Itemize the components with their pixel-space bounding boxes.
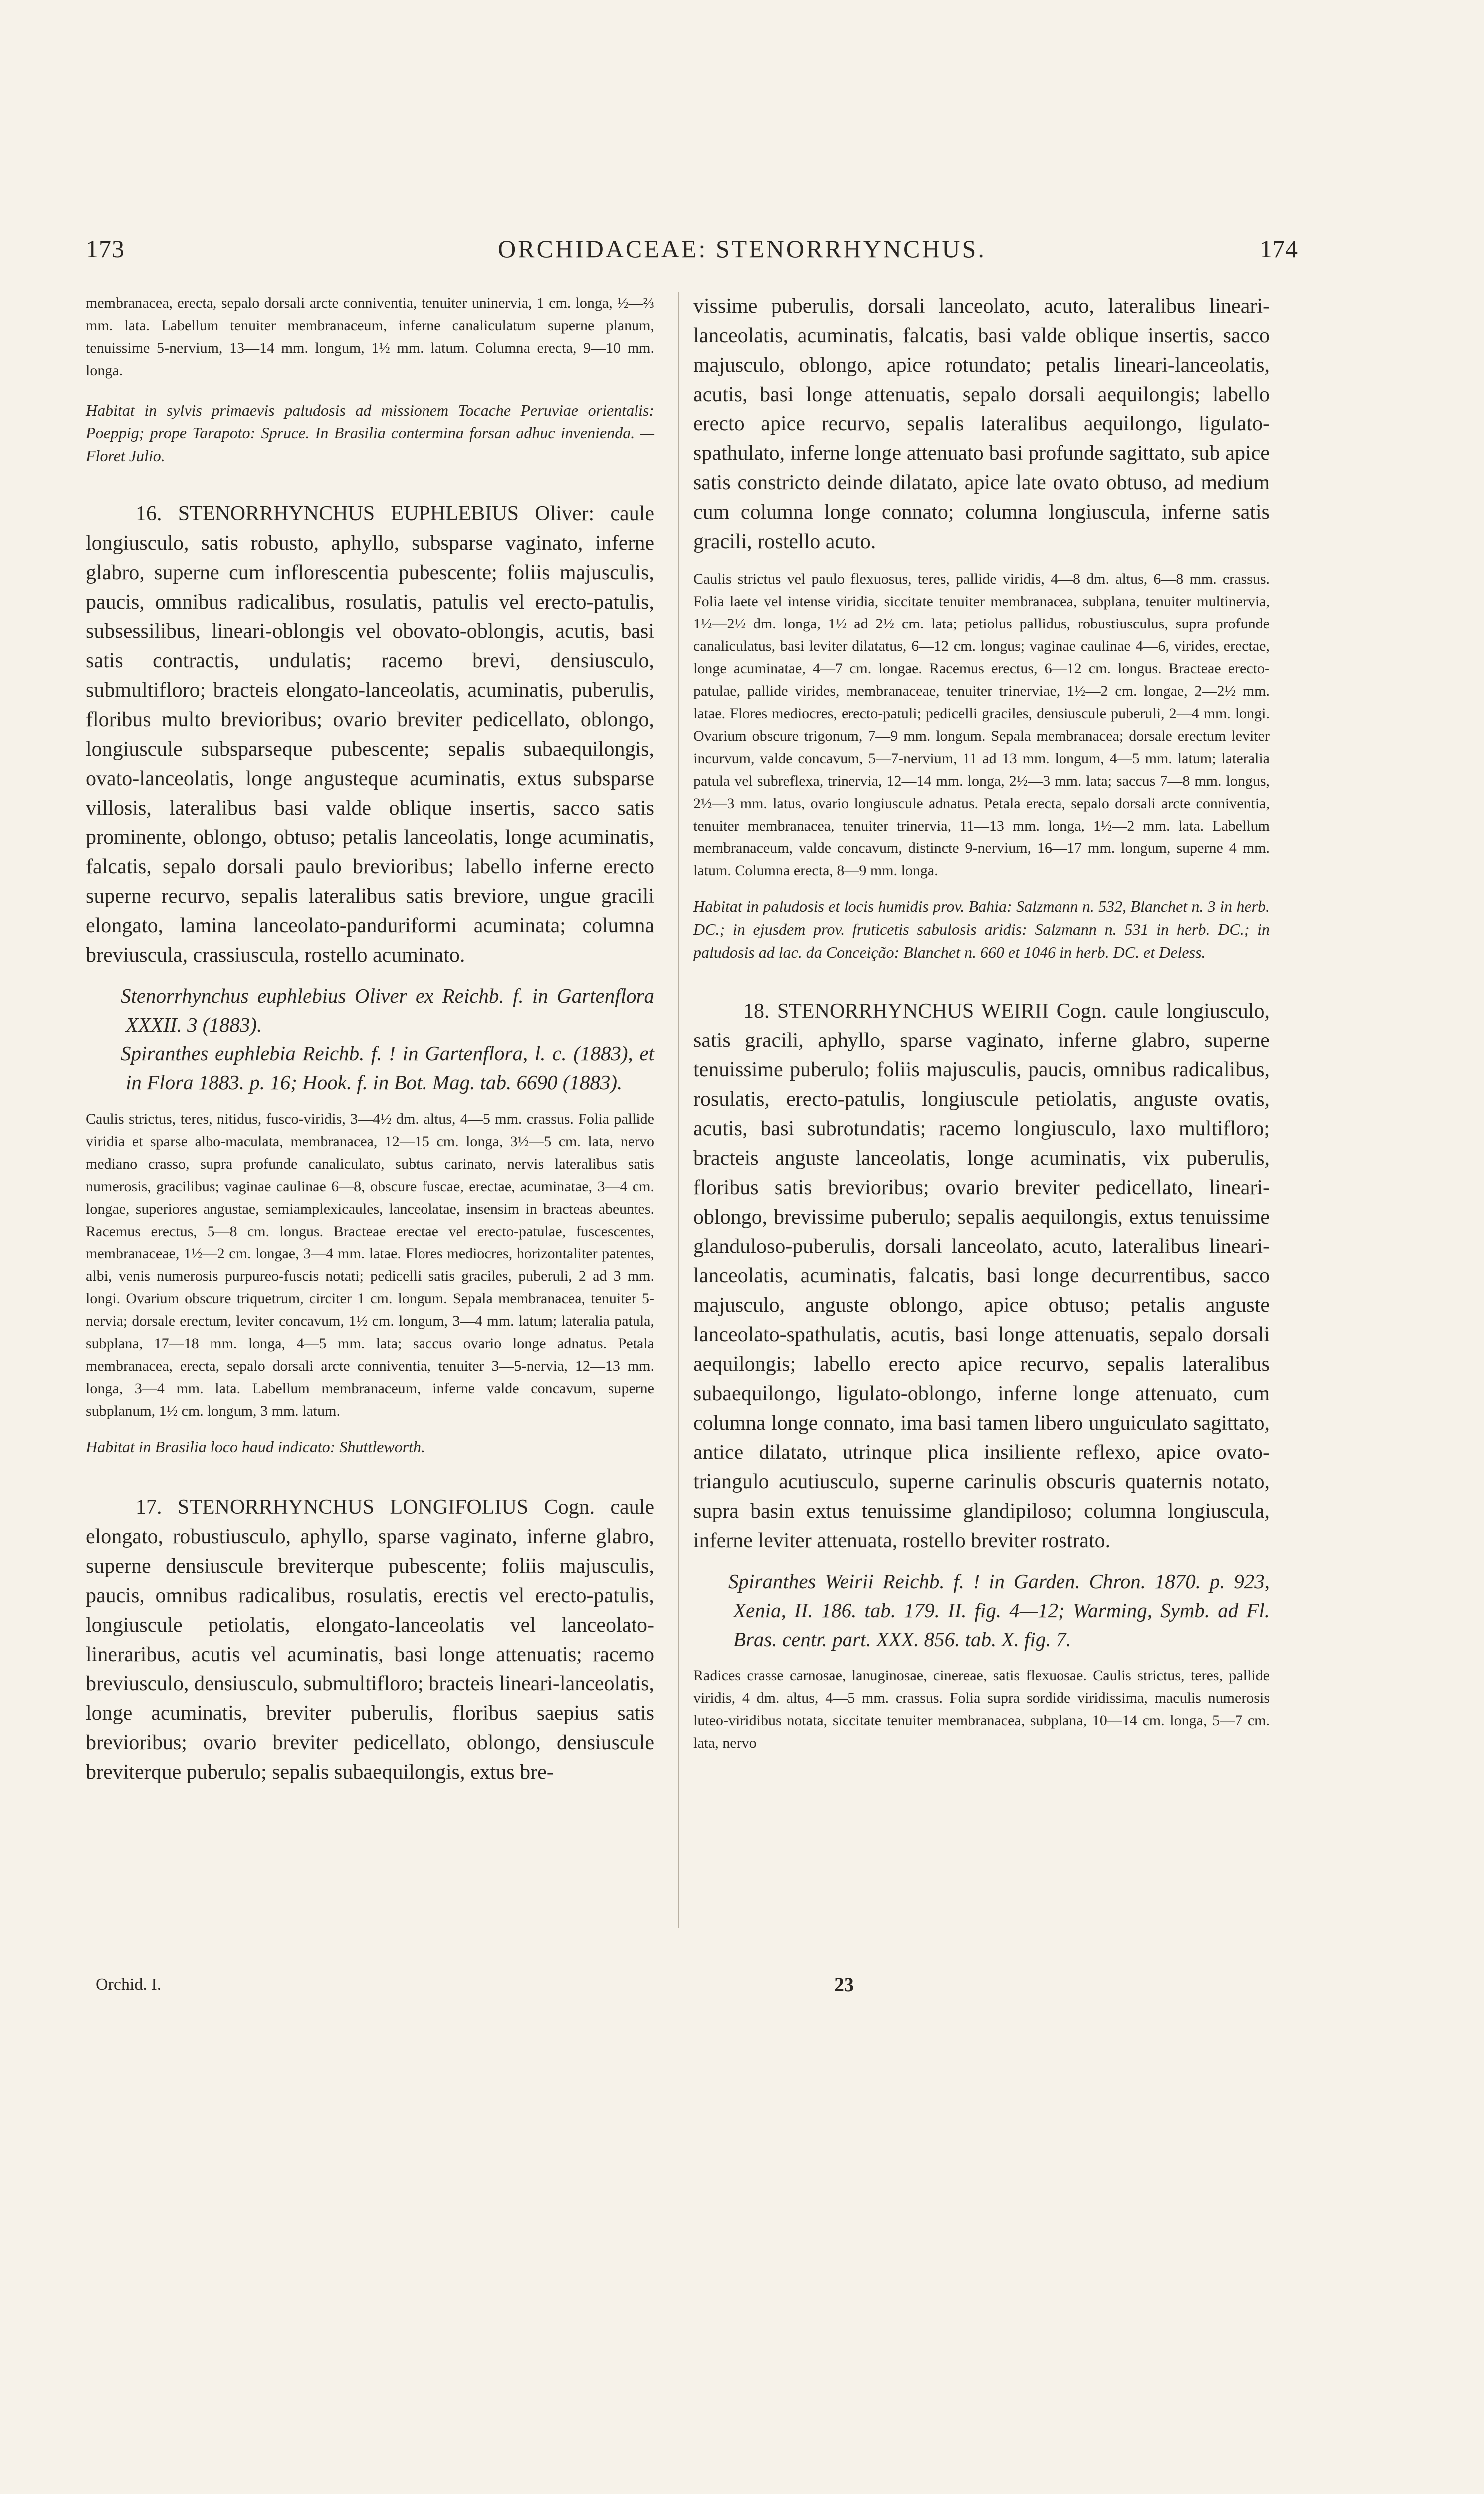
continued-description: membranacea, erecta, sepalo dorsali arcte conniventia, tenuiter uninervia, 1 cm. longa, ½—⅔ mm. lata. Labellum tenuiter membranaceum, inferne canaliculatum superne planum, tenuissime 5-nervium, 13—14 mm. longum, 1½ mm. latum. Columna erecta, 9—10 mm. longa.	[86, 295, 654, 379]
right-column	[693, 292, 1270, 1754]
species-16-citation-1: Stenorrhynchus euphlebius Oliver ex Reichb. f. in Gartenflora XXXII. 3 (1883).	[121, 984, 654, 1036]
species-17-heading: 17. STENORRHYNCHUS LONGIFOLIUS Cogn.	[136, 1496, 595, 1519]
species-17-habitat: Habitat in paludosis et locis humidis prov. Bahia: Salzmann n. 532, Blanchet n. 3 in herb. DC.; in ejusdem prov. fruticetis sabulosis aridis: Salzmann n. 531 in herb. DC.; in paludosis ad lac. da Conceição: Blanchet n. 660 et 1046 in herb. DC. et Deless.	[693, 897, 1270, 961]
species-17-diagnosis	[86, 1493, 654, 1787]
footer-volume: Orchid. I.	[96, 1975, 162, 1994]
species-17-latin: caule elongato, robustiusculo, aphyllo, sparse vaginato, inferne glabro, superne densiuscule breviterque pubescente; foliis majusculis, paucis, omnibus radicalibus, rosulatis, erectis vel erecto-patulis, longiuscule petiolatis, elongato-lanceolatis vel lanceolato-lineraribus, acutis vel acuminatis, basi longe attenuatis; racemo breviusculo, densiusculo, submultifloro; bracteis lineari-lanceolatis, longe acuminatis, breviter puberulis, floribus saepius satis brevioribus; ovario breviter pedicellato, oblongo, densiuscule breviterque puberulo; sepalis subaequilongis, extus bre-	[86, 1496, 654, 1784]
page-number-left: 173	[86, 235, 125, 263]
species-18-heading: 18. STENORRHYNCHUS WEIRII Cogn.	[743, 1000, 1107, 1023]
species-18-latin: caule longiusculo, satis gracili, aphyllo, sparse vaginato, inferne glabro, superne tenuissime puberulo; foliis majusculis, paucis, omnibus radicalibus, rosulatis, erecto-patulis, longiuscule petiolatis, anguste ovatis, acutis, basi subrotundatis; racemo longiusculo, laxo multifloro; bracteis anguste lanceolatis, longe acuminatis, vix puberulis, floribus satis brevioribus; ovario breviter pedicellato, lineari-oblongo, brevissime puberulo; sepalis aequilongis, extus tenuissime glanduloso-puberulis, dorsali lanceolato, acuto, lateralibus lineari-lanceolatis, acuminatis, falcatis, basi longe decurrentibus, sacco majusculo, anguste oblongo, apice obtuso; petalis anguste lanceolato-spathulatis, acutis, basi longe attenuatis, sepalo dorsali aequilongis; labello erecto apice recurvo, sepalis lateralibus subaequilongo, ligulato-oblongo, inferne longe attenuato, cum columna longe connato, ima basi tamen libero unguiculato sagittato, antice dilatato, utrinque plica insiliente reflexo, apice ovato-triangulo acutiusculo, superne carinulis obscuris quaternis notato, supra basin extus tenuissime glandipiloso; columna longiuscula, inferne leviter attenuata, rostello breviter rostrato.	[693, 1000, 1270, 1552]
continued-habitat: Habitat in sylvis primaevis paludosis ad missionem Tocache Peruviae orientalis: Poeppig; prope Tarapoto: Spruce. In Brasilia contermina forsan adhuc invenienda. — Floret Julio.	[86, 401, 654, 465]
species-16-description: Caulis strictus, teres, nitidus, fusco-viridis, 3—4½ dm. altus, 4—5 mm. crassus. Folia pallide viridia et sparse albo-maculata, membranacea, 12—15 cm. longa, 3½—5 cm. lata, nervo mediano crasso, supra profunde canaliculato, subtus carinato, nervis lateralibus satis numerosis, gracilibus; vaginae caulinae 6—8, obscure fuscae, erectae, acuminatae, 3—4 cm. longae, superiores angustae, semiamplexicaules, lanceolatae, insensim in bracteas abeuntes. Racemus erectus, 5—8 cm. longus. Bracteae erectae vel erecto-patulae, fuscescentes, membranaceae, 1½—2 cm. longae, 3—4 mm. latae. Flores mediocres, horizontaliter patentes, albi, venis numerosis purpureo-fuscis notati; pedicelli satis graciles, puberuli, 2 ad 3 mm. longi. Ovarium obscure triquetrum, circiter 1 cm. longum. Sepala membranacea, tenuiter 5-nervia; dorsale erectum, leviter concavum, 1½ cm. longum, 3—4 mm. latum; lateralia patula, subplana, 17—18 mm. longa, 4—5 mm. lata; saccus ovario longe adnatus. Petala membranacea, erecta, sepalo dorsali arcte conniventia, tenuiter 3—5-nervia, 12—13 mm. longa, 3—4 mm. lata. Labellum membranaceum, inferne valde concavum, superne subplanum, 1½ cm. longum, 3 mm. latum.	[86, 1111, 654, 1419]
species-17-description: Caulis strictus vel paulo flexuosus, teres, pallide viridis, 4—8 dm. altus, 6—8 mm. crassus. Folia laete vel intense viridia, siccitate tenuiter membranacea, subplana, tenuiter multinervia, 1½—2½ dm. longa, 1½ ad 2½ cm. lata; petiolus pallidus, robustiusculus, supra profunde canaliculatus, basi leviter dilatatus, 6—12 cm. longus; vaginae caulinae 4—6, virides, erectae, longe acuminatae, 4—7 cm. longae. Racemus erectus, 6—12 cm. longus. Bracteae erecto-patulae, pallide virides, membranaceae, tenuiter trinerviae, 1½—2 cm. longae, 2—2½ mm. latae. Flores mediocres, erecto-patuli; pedicelli graciles, densiuscule puberuli, 2—4 mm. longi. Ovarium obscure trigonum, 7—9 mm. longum. Sepala membranacea; dorsale erectum leviter incurvum, valde concavum, 5—7-nervium, 11 ad 13 mm. longum, 4—5 mm. latum; lateralia patula vel subreflexa, trinervia, 12—14 mm. longa, 2½—3 mm. lata; saccus 7—8 mm. longus, 2½—3 mm. latus, ovario longiuscule adnatus. Petala erecta, sepalo dorsali arcte conniventia, tenuiter membranacea, tenuiter trinervia, 11—13 mm. longa, 1½—2 mm. lata. Labellum membranaceum, valde concavum, distincte 9-nervium, 16—17 mm. longum, superne 4 mm. latum. Columna erecta, 8—9 mm. longa.	[693, 571, 1270, 879]
column-divider	[678, 292, 679, 1928]
species-16-heading: 16. STENORRHYNCHUS EUPHLEBIUS Oliver:	[136, 502, 595, 525]
species-18-description: Radices crasse carnosae, lanuginosae, cinereae, satis flexuosae. Caulis strictus, teres, pallide viridis, 4 dm. altus, 4—5 mm. crassus. Folia supra sordide viridissima, maculis numerosis luteo-viridibus notata, siccitate tenuiter membranacea, subplana, 10—14 cm. longa, 5—7 cm. lata, nervo	[693, 1667, 1270, 1751]
species-16-habitat: Habitat in Brasilia loco haud indicato: Shuttleworth.	[86, 1438, 425, 1455]
signature-mark: 23	[834, 1973, 854, 1996]
species-18-diagnosis	[693, 997, 1270, 1556]
species-16-citation-2: Spiranthes euphlebia Reichb. f. ! in Gartenflora, l. c. (1883), et in Flora 1883. p. 16; Hook. f. in Bot. Mag. tab. 6690 (1883).	[121, 1042, 654, 1094]
left-column	[86, 292, 654, 1787]
running-title: ORCHIDACEAE: STENORRHYNCHUS.	[498, 235, 986, 263]
page-number-right: 174	[1260, 235, 1298, 263]
species-17-latin-continued: vissime puberulis, dorsali lanceolato, acuto, lateralibus lineari-lanceolatis, acuminatis, falcatis, basi valde oblique insertis, sacco majusculo, oblongo, apice rotundato; petalis lineari-lanceolatis, acutis, basi longe attenuatis, sepalo dorsali aequilongis; labello erecto apice recurvo, sepalis lateralibus aequilongo, ligulato-spathulato, inferne longe attenuato basi profunde sagittato, sub apice satis constricto deinde dilatato, apice late ovato obtuso, ad medium cum columna longe connato; columna longiuscula, inferne satis gracili, rostello acuto.	[693, 295, 1270, 553]
species-18-citation: Spiranthes Weirii Reichb. f. ! in Garden. Chron. 1870. p. 923, Xenia, II. 186. tab. 179. II. fig. 4—12; Warming, Symb. ad Fl. Bras. centr. part. XXX. 856. tab. X. fig. 7.	[728, 1570, 1270, 1651]
species-16-latin: caule longiusculo, satis robusto, aphyllo, subsparse vaginato, inferne glabro, superne cum inflorescentia pubescente; foliis majusculis, paucis, omnibus radicalibus, rosulatis, patulis vel erecto-patulis, subsessilibus, lineari-oblongis vel obovato-oblongis, acutis, basi satis contractis, undulatis; racemo brevi, densiusculo, submultifloro; bracteis elongato-lanceolatis, acuminatis, puberulis, floribus multo brevioribus; ovario breviter pedicellato, oblongo, longiuscule subsparseque pubescente; sepalis subaequilongis, ovato-lanceolatis, longe angusteque acuminatis, extus subsparse villosis, lateralibus basi valde oblique insertis, sacco satis prominente, oblongo, obtuso; petalis lanceolatis, longe acuminatis, falcatis, sepalo dorsali paulo brevioribus; labello inferne erecto superne recurvo, sepalis lateralibus satis breviore, ungue gracili elongato, lamina lanceolato-panduriformi acuminata; columna breviuscula, crassiuscula, rostello acuminato.	[86, 502, 654, 967]
species-16-diagnosis	[86, 499, 654, 970]
